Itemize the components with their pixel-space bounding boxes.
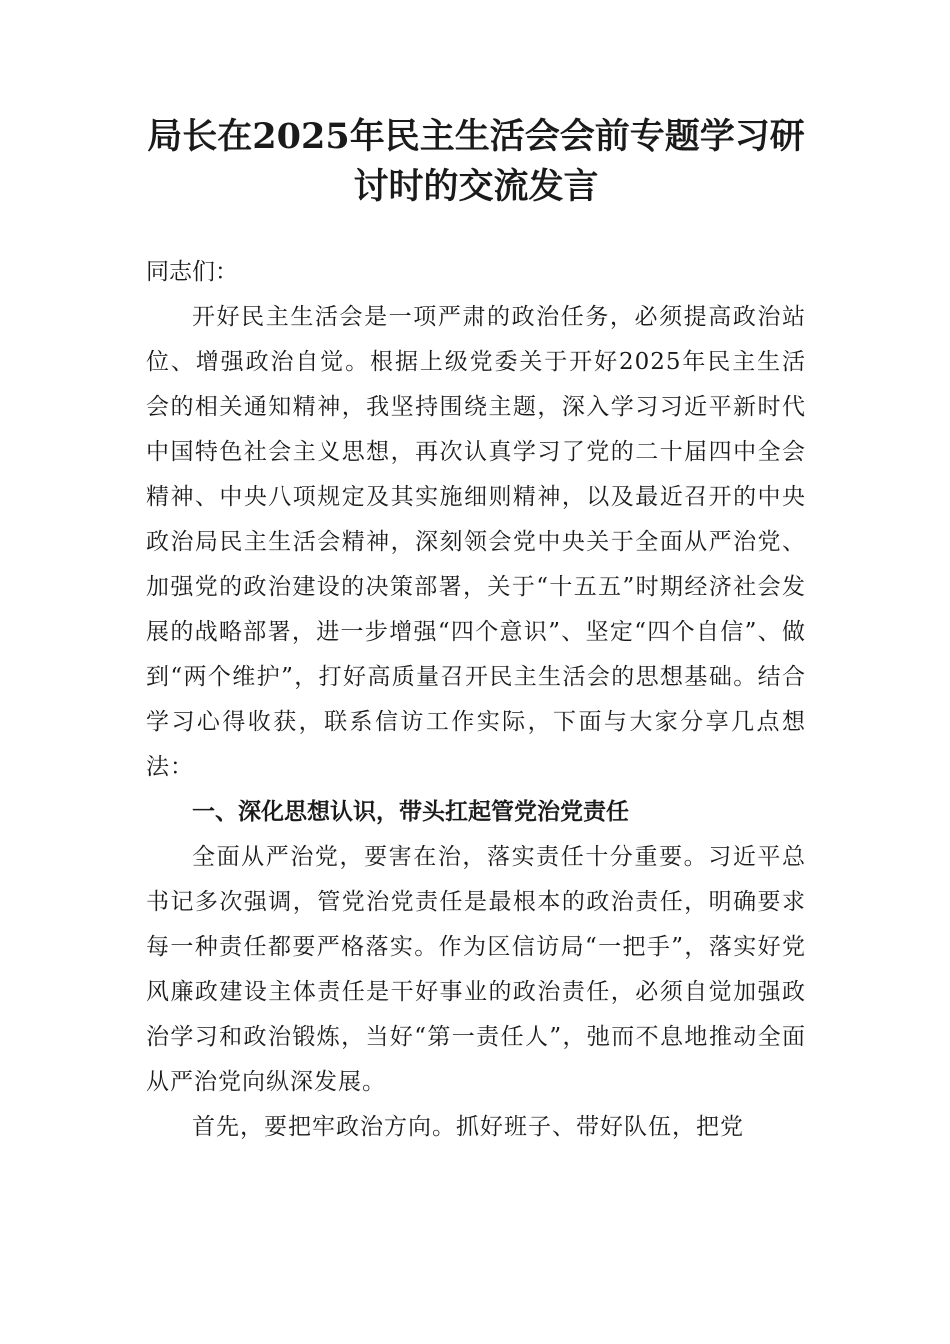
section-paragraph: 全面从严治党，要害在治，落实责任十分重要。习近平总书记多次强调，管党治党责任是最根本的政治责任，明确要求每一种责任都要严格落实。作为区信访局“一把手”，落实好党风廉政建设主体责任是干好事业的政治责任，必须自觉加强政治学习和政治锻炼，当好“第一责任人”，弛而不息地推动全面从严治党向纵深发展。 (146, 844, 806, 1095)
document-page (146, 112, 806, 1150)
section-heading: 一、深化思想认识，带头扛起管党治党责任 (192, 799, 629, 825)
document-title (146, 112, 806, 212)
intro-paragraph: 开好民主生活会是一项严肃的政治任务，必须提高政治站位、增强政治自觉。根据上级党委关于开好2025年民主生活会的相关通知精神，我坚持围绕主题，深入学习习近平新时代中国特色社会主义思想，再次认真学习了党的二十届四中全会精神、中央八项规定及其实施细则精神，以及最近召开的中央政治局民主生活会精神，深刻领会党中央关于全面从严治党、加强党的政治建设的决策部署，关于“十五五”时期经济社会发展的战略部署，进一步增强“四个意识”、坚定“四个自信”、做到“两个维护”，打好高质量召开民主生活会的思想基础。结合学习心得收获，联系信访工作实际，下面与大家分享几点想法： (146, 304, 806, 780)
title-line-1: 局长在2025年民主生活会会前专题学习研 (147, 116, 805, 157)
salutation: 同志们： (146, 259, 238, 285)
title-line-2: 讨时的交流发言 (353, 166, 599, 207)
section-paragraph: 首先，要把牢政治方向。抓好班子、带好队伍，把党 (192, 1114, 744, 1140)
